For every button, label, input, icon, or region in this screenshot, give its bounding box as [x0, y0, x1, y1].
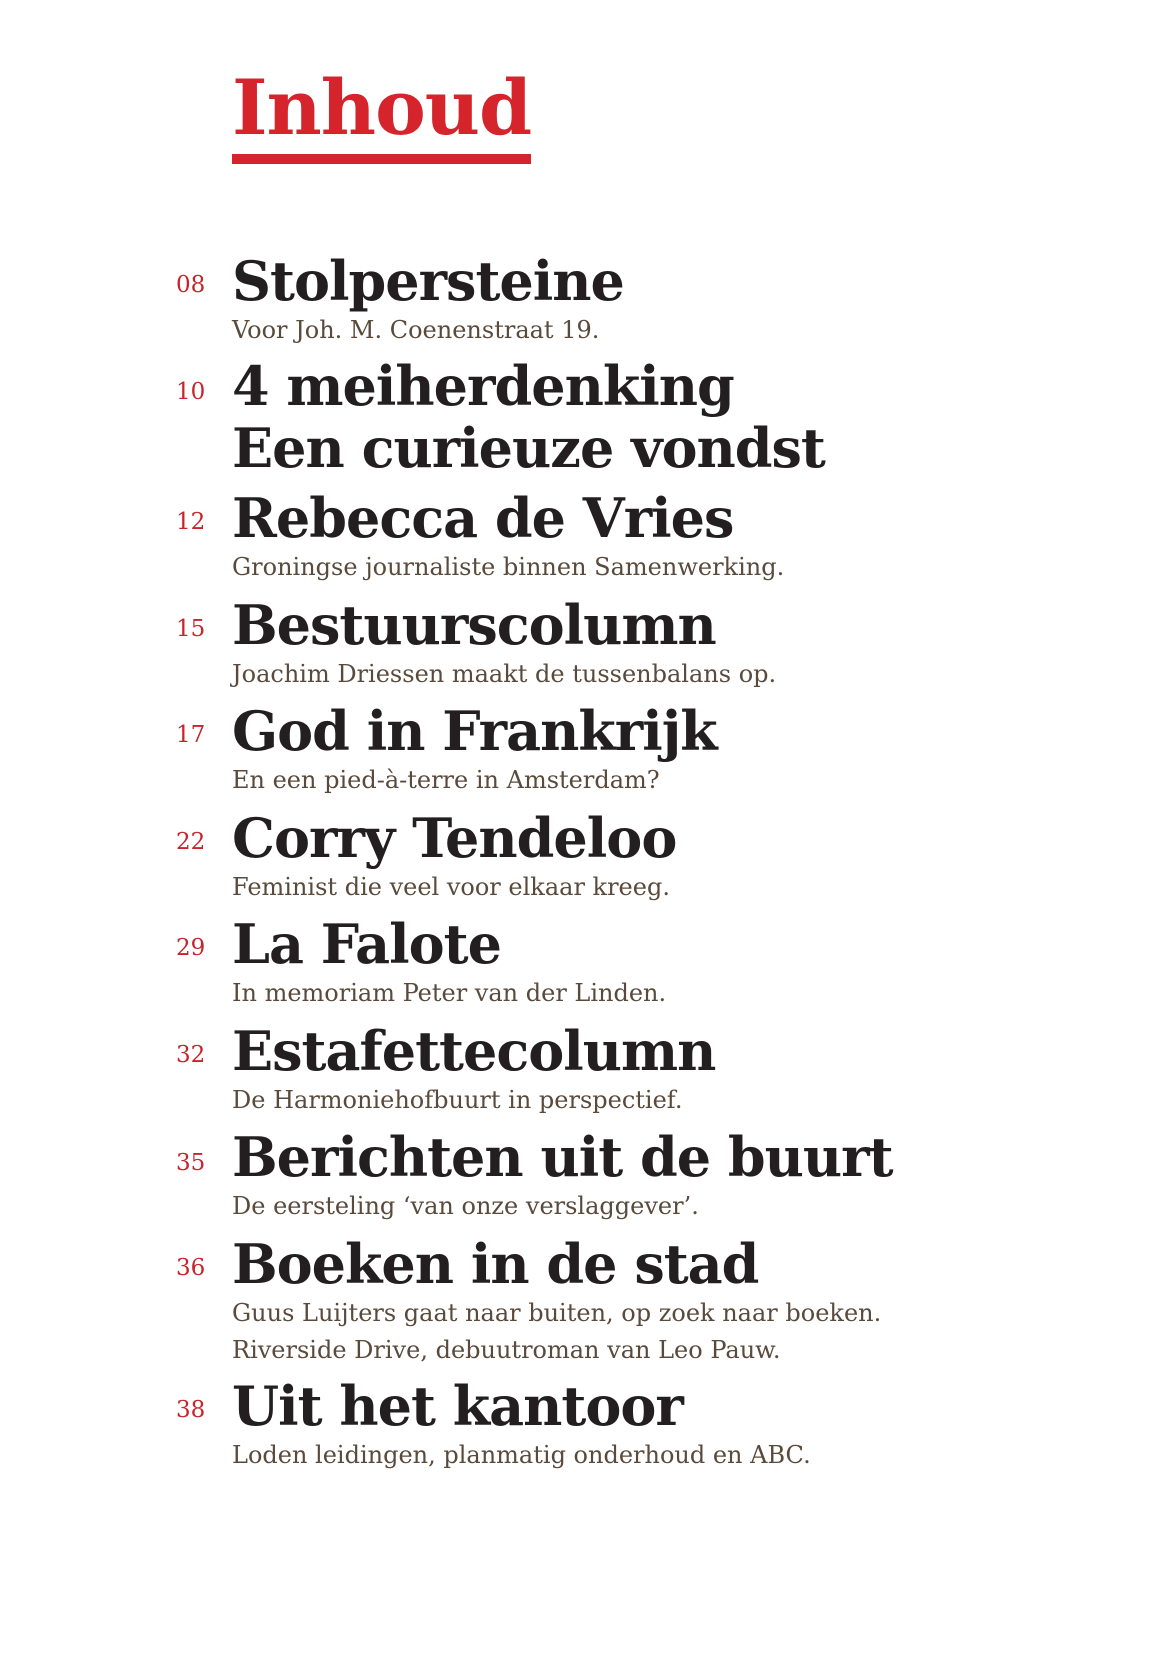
toc-page-number: 10 — [176, 379, 206, 405]
toc-title: Estafettecolumn — [232, 1019, 716, 1083]
toc-subtitle: Groningse journaliste binnen Samenwerking. — [232, 553, 785, 581]
toc-title: Corry Tendeloo — [232, 806, 677, 870]
toc-subtitle: Feminist die veel voor elkaar kreeg. — [232, 873, 670, 901]
toc-subtitle: En een pied-à-terre in Amsterdam? — [232, 766, 660, 794]
toc-subtitle: Joachim Driessen maakt de tussenbalans op. — [232, 660, 777, 688]
page-title: Inhoud — [232, 70, 531, 164]
toc-subtitle: Guus Luijters gaat naar buiten, op zoek naar boeken. — [232, 1299, 882, 1327]
toc-page-number: 08 — [176, 272, 206, 298]
toc-subtitle: Voor Joh. M. Coenenstraat 19. — [232, 316, 600, 344]
toc-page-number: 22 — [176, 829, 206, 855]
toc-title-line-2: Een curieuze vondst — [232, 416, 825, 480]
toc-page-number: 15 — [176, 616, 206, 642]
toc-title: Berichten uit de buurt — [232, 1125, 893, 1189]
toc-page-number: 35 — [176, 1150, 206, 1176]
toc-subtitle: In memoriam Peter van der Linden. — [232, 979, 667, 1007]
toc-page-number: 36 — [176, 1255, 206, 1281]
toc-subtitle: De Harmoniehofbuurt in perspectief. — [232, 1086, 683, 1114]
toc-title: La Falote — [232, 912, 501, 976]
toc-title: Uit het kantoor — [232, 1374, 683, 1438]
toc-title: Rebecca de Vries — [232, 486, 734, 550]
toc-title: Boeken in de stad — [232, 1232, 759, 1296]
toc-page-number: 29 — [176, 935, 206, 961]
toc-page-number: 12 — [176, 509, 206, 535]
toc-title: God in Frankrijk — [232, 699, 717, 763]
toc-subtitle-line-2: Riverside Drive, debuutroman van Leo Pauw. — [232, 1336, 781, 1364]
toc-title: 4 meiherdenking — [232, 354, 734, 418]
toc-page-number: 32 — [176, 1042, 206, 1068]
toc-title: Stolpersteine — [232, 249, 624, 313]
toc-page-number: 38 — [176, 1397, 206, 1423]
page-header — [232, 63, 532, 164]
toc-title: Bestuurscolumn — [232, 593, 716, 657]
toc-subtitle: Loden leidingen, planmatig onderhoud en ABC. — [232, 1441, 811, 1469]
toc-subtitle: De eersteling ‘van onze verslaggever’. — [232, 1192, 699, 1220]
toc-page-number: 17 — [176, 722, 206, 748]
